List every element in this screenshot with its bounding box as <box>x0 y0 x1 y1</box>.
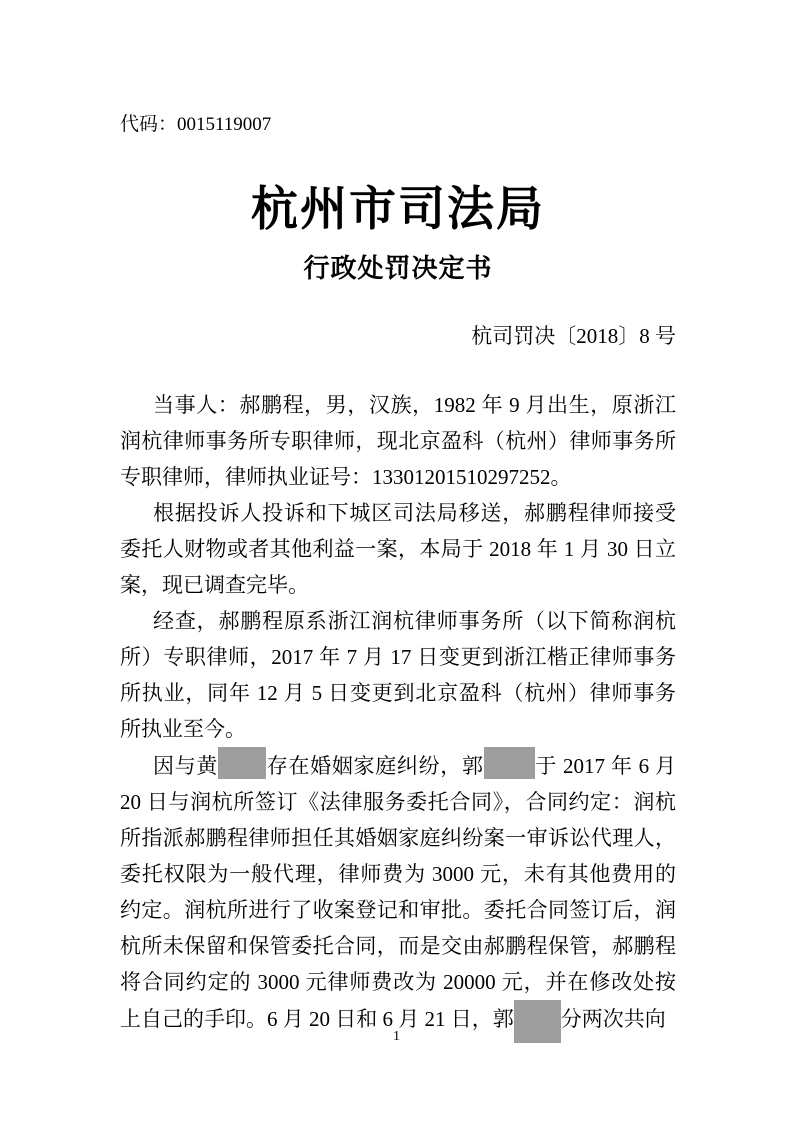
document-subtitle: 行政处罚决定书 <box>303 254 493 283</box>
document-code: 代码：0015119007 <box>120 114 272 135</box>
redaction-box <box>484 747 535 779</box>
document-body <box>120 387 676 1043</box>
paragraph: 根据投诉人投诉和下城区司法局移送，郝鹏程律师接受委托人财物或者其他利益一案，本局于 2018 年 1 月 30 日立案，现已调查完毕。 <box>120 501 676 597</box>
document-number: 杭司罚决〔2018〕8 号 <box>471 324 676 348</box>
redaction-box <box>218 747 266 779</box>
paragraph: 当事人：郝鹏程，男，汉族，1982 年 9 月出生，原浙江润杭律师事务所专职律师，现北京盈科（杭州）律师事务所专职律师，律师执业证号：13301201510297252。 <box>120 393 676 489</box>
paragraph: 经查，郝鹏程原系浙江润杭律师事务所（以下简称润杭所）专职律师，2017 年 7 月 17 日变更到浙江楷正律师事务所执业，同年 12 月 5 日变更到北京盈科（杭州）律师事务所执业至今。 <box>120 609 676 741</box>
paragraph: 因与黄 存在婚姻家庭纠纷，郭 于 2017 年 6 月 20 日与润杭所签订《法律服务委托合同》，合同约定：润杭所指派郝鹏程律师担任其婚姻家庭纠纷案一审诉讼代理人，委托权限为一般代理，律师费为 3000 元，未有其他费用的约定。润杭所进行了收案登记和审批。委托合同签订后，润杭所未保留和保管委托合同，而是交由郝鹏程保管，郝鹏程将合同约定的 3000 元律师费改为 20000 元，并在修改处按上自己的手印。6 月 20 日和 6 月 21 日，郭 分两次共向 <box>120 747 676 1043</box>
document-title: 杭州市司法局 <box>251 184 545 236</box>
page-number: 1 <box>393 1029 400 1044</box>
